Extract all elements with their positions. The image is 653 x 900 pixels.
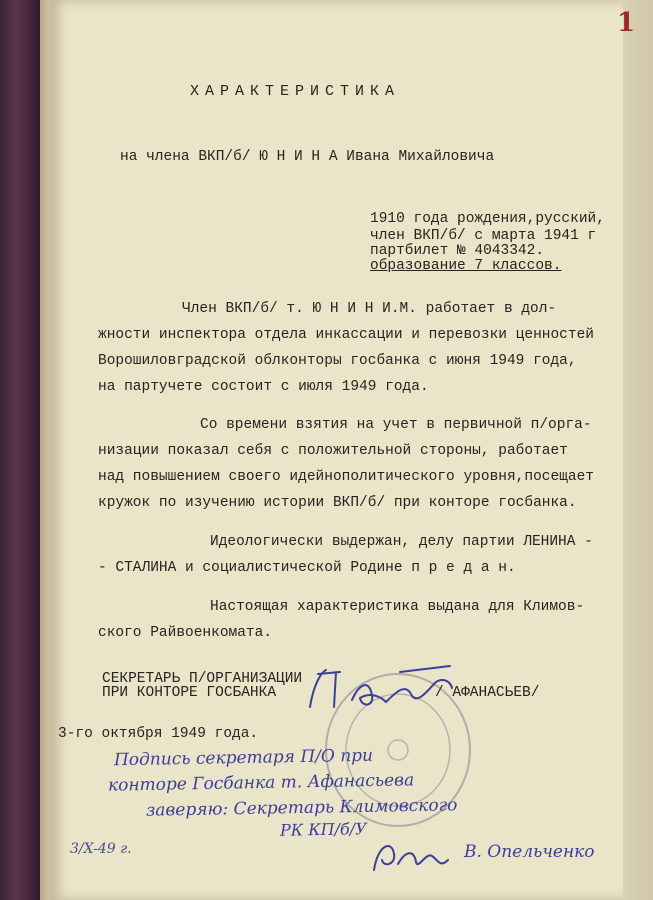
- paragraph-line: - СТАЛИНА и социалистической Родине п р е д а н.: [98, 560, 516, 576]
- paragraph-line: Член ВКП/б/ т. Ю Н И Н И.М. работает в дол-: [182, 301, 557, 317]
- page-edge-strip: [623, 0, 653, 900]
- paragraph-line: Со времени взятия на учет в первичной п/орга-: [200, 417, 592, 433]
- document-date: 3-го октября 1949 года.: [58, 726, 259, 742]
- handwritten-note-line: РК КП/б/У: [279, 819, 367, 840]
- book-binding: [0, 0, 40, 900]
- raikom-signature: [368, 830, 458, 880]
- paragraph-line: низации показал себя с положительной стороны, работает: [98, 443, 568, 459]
- handwritten-date: 3/X-49 г.: [70, 841, 132, 857]
- paragraph-line: жности инспектора отдела инкассации и перевозки ценностей: [98, 327, 594, 343]
- signatory-title: СЕКРЕТАРЬ П/ОРГАНИЗАЦИИ: [102, 671, 303, 687]
- paragraph-line: ского Райвоенкомата.: [98, 625, 273, 641]
- detail-line: член ВКП/б/ с марта 1941 г: [370, 228, 597, 244]
- detail-line: 1910 года рождения,русский,: [370, 211, 605, 227]
- paragraph-line: кружок по изучению истории ВКП/б/ при конторе госбанка.: [98, 495, 577, 511]
- document-title: ХАРАКТЕРИСТИКА: [190, 83, 401, 100]
- handwritten-note-line: Подпись секретаря П/О при: [113, 745, 374, 771]
- subject-line: на члена ВКП/б/ Ю Н И Н А Ивана Михайловича: [120, 149, 495, 165]
- paragraph-line: Идеологически выдержан, делу партии ЛЕНИНА -: [210, 534, 593, 550]
- signatory-org: ПРИ КОНТОРЕ ГОСБАНКА: [102, 685, 277, 701]
- document-page: [50, 0, 653, 900]
- handwritten-note-line: заверяю: Секретарь Климовского: [145, 795, 458, 821]
- detail-line: партбилет № 4043342.: [370, 243, 545, 259]
- signatory-name: / АФАНАСЬЕВ/: [435, 685, 540, 701]
- secretary-signature: [300, 652, 460, 722]
- handwritten-signer: В. Опельченко: [464, 842, 595, 862]
- paragraph-line: Настоящая характеристика выдана для Климов-: [210, 599, 585, 615]
- detail-line: образование 7 классов.: [370, 258, 562, 274]
- paragraph-line: над повышением своего идейнополитического уровня,посещает: [98, 469, 594, 485]
- paragraph-line: на партучете состоит с июля 1949 года.: [98, 379, 429, 395]
- handwritten-note-line: конторе Госбанка т. Афанасьева: [107, 770, 415, 796]
- page-number: 1: [617, 8, 636, 38]
- paragraph-line: Ворошиловградской облконторы госбанка с июня 1949 года,: [98, 353, 577, 369]
